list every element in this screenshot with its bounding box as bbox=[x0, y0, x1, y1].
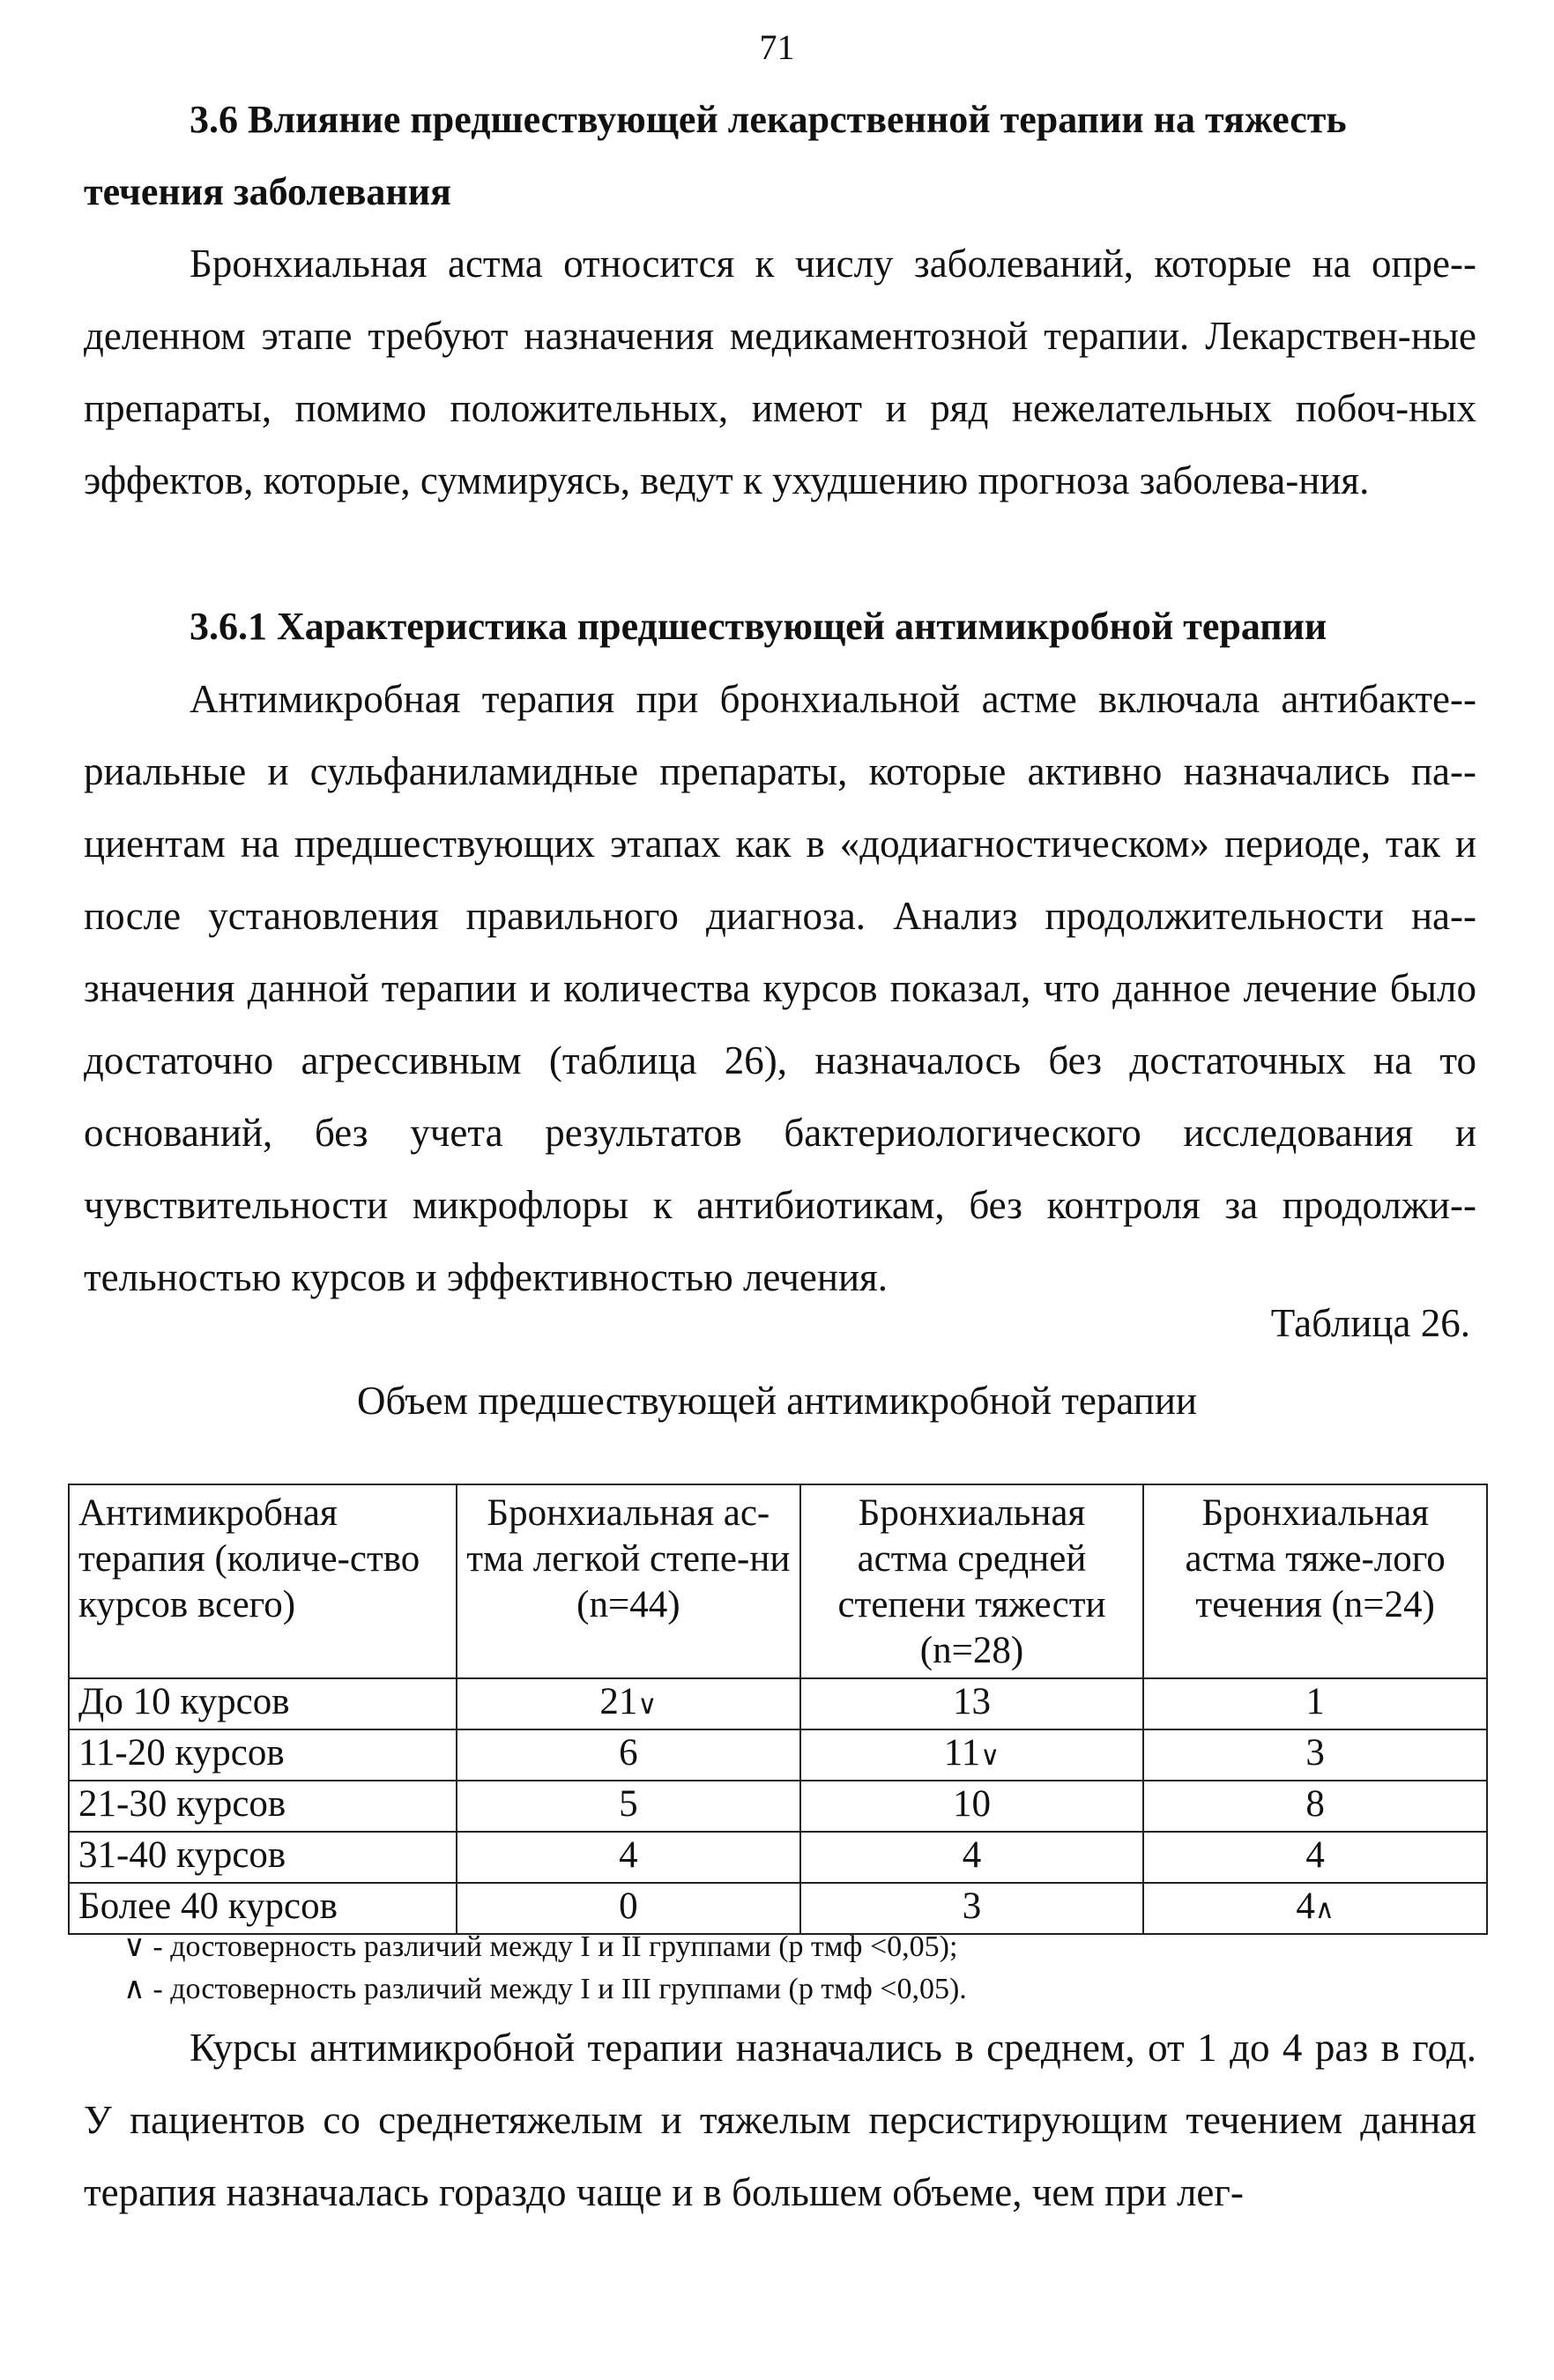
table-number: Таблица 26. bbox=[1270, 1301, 1470, 1345]
table-cell bbox=[800, 1678, 1144, 1729]
cell-value: 0 bbox=[619, 1885, 638, 1927]
cell-value: 10 bbox=[952, 1783, 991, 1825]
table-cell bbox=[800, 1729, 1144, 1781]
paragraph: Бронхиальная астма относится к числу заболеваний, которые на опре-деленном этапе требуют назначения медикаментозной терапии. Лекарствен-ные препараты, помимо положительных, имеют и ряд нежелательных побоч-ных эффектов, которые, суммируясь, ведут к ухудшению прогноза заболева-ния. bbox=[84, 242, 1476, 502]
cell-value: 11 bbox=[943, 1732, 981, 1774]
table-row bbox=[69, 1781, 1487, 1832]
row-label: Более 40 курсов bbox=[69, 1883, 457, 1934]
table-cell bbox=[800, 1781, 1144, 1832]
cell-value: 1 bbox=[1305, 1681, 1325, 1722]
cell-value: 8 bbox=[1305, 1783, 1325, 1825]
table-row bbox=[69, 1678, 1487, 1729]
table-cell bbox=[800, 1832, 1144, 1883]
table-cell bbox=[1143, 1678, 1487, 1729]
row-label: До 10 курсов bbox=[69, 1678, 457, 1729]
paragraph: Антимикробная терапия при бронхиальной астме включала антибакте-риальные и сульфаниламидные препараты, которые активно назначались па-циентам на предшествующих этапах как в «додиагностическом» периоде, так и после установления правильного диагноза. Анализ продолжительности на-значения данной терапии и количества курсов показал, что данное лечение было достаточно агрессивным (таблица 26), назначалось без достаточных на то оснований, без учета результатов бактериологического исследования и чувствительности микрофлоры к антибиотикам, без контроля за продолжи-тельностью курсов и эффективностью лечения. bbox=[84, 677, 1476, 1299]
table-cell bbox=[1143, 1729, 1487, 1781]
row-label: 31-40 курсов bbox=[69, 1832, 457, 1883]
subsection-heading: 3.6.1 Характеристика предшествующей антимикробной терапии bbox=[190, 605, 1327, 648]
cell-value: 3 bbox=[1305, 1732, 1325, 1774]
section-heading: 3.6 Влияние предшествующей лекарственной терапии на тяжесть течения заболевания bbox=[84, 98, 1347, 213]
table-header-row bbox=[69, 1484, 1487, 1678]
cell-value: 4 bbox=[1296, 1885, 1315, 1927]
table-cell bbox=[1143, 1832, 1487, 1883]
table-cell bbox=[457, 1729, 800, 1781]
paragraph: Курсы антимикробной терапии назначались в среднем, от 1 до 4 раз в год. У пациентов со среднетяжелым и тяжелым персистирующим течением данная терапия назначалась гораздо чаще и в большем объеме, чем при лег- bbox=[84, 2026, 1476, 2214]
cell-value: 4 bbox=[962, 1834, 982, 1876]
cell-value: 3 bbox=[962, 1885, 982, 1927]
cell-value: 5 bbox=[619, 1783, 638, 1825]
cell-value: 4 bbox=[1305, 1834, 1325, 1876]
cell-value: 6 bbox=[619, 1732, 638, 1774]
table-row bbox=[69, 1832, 1487, 1883]
column-header: Антимикробная терапия (количе-ство курсов всего) bbox=[69, 1484, 457, 1678]
significance-mark: ∨ bbox=[980, 1742, 1000, 1771]
cell-value: 21 bbox=[599, 1681, 638, 1722]
significance-mark: ∧ bbox=[1314, 1895, 1335, 1924]
table-title: Объем предшествующей антимикробной терапии bbox=[356, 1379, 1198, 1423]
table-cell bbox=[457, 1781, 800, 1832]
row-label: 11-20 курсов bbox=[69, 1729, 457, 1781]
footnote: ∨ - достоверность различий между I и II группами (р тмф <0,05); bbox=[123, 1930, 958, 1963]
column-header: Бронхиальная астма средней степени тяжести (n=28) bbox=[800, 1484, 1144, 1678]
cell-value: 13 bbox=[952, 1681, 991, 1722]
cell-value: 4 bbox=[619, 1834, 638, 1876]
row-label: 21-30 курсов bbox=[69, 1781, 457, 1832]
significance-mark: ∨ bbox=[637, 1691, 658, 1720]
table-cell bbox=[1143, 1781, 1487, 1832]
data-table bbox=[68, 1484, 1488, 1935]
page-number: 71 bbox=[759, 27, 795, 67]
footnote: ∧ - достоверность различий между I и III группами (р тмф <0,05). bbox=[123, 1973, 967, 2005]
table-row bbox=[69, 1729, 1487, 1781]
column-header: Бронхиальная астма тяже-лого течения (n=24) bbox=[1143, 1484, 1487, 1678]
table-cell bbox=[457, 1678, 800, 1729]
column-header: Бронхиальная ас-тма легкой степе-ни (n=44) bbox=[457, 1484, 800, 1678]
table-cell bbox=[457, 1832, 800, 1883]
table-footnotes bbox=[123, 1926, 1446, 2011]
